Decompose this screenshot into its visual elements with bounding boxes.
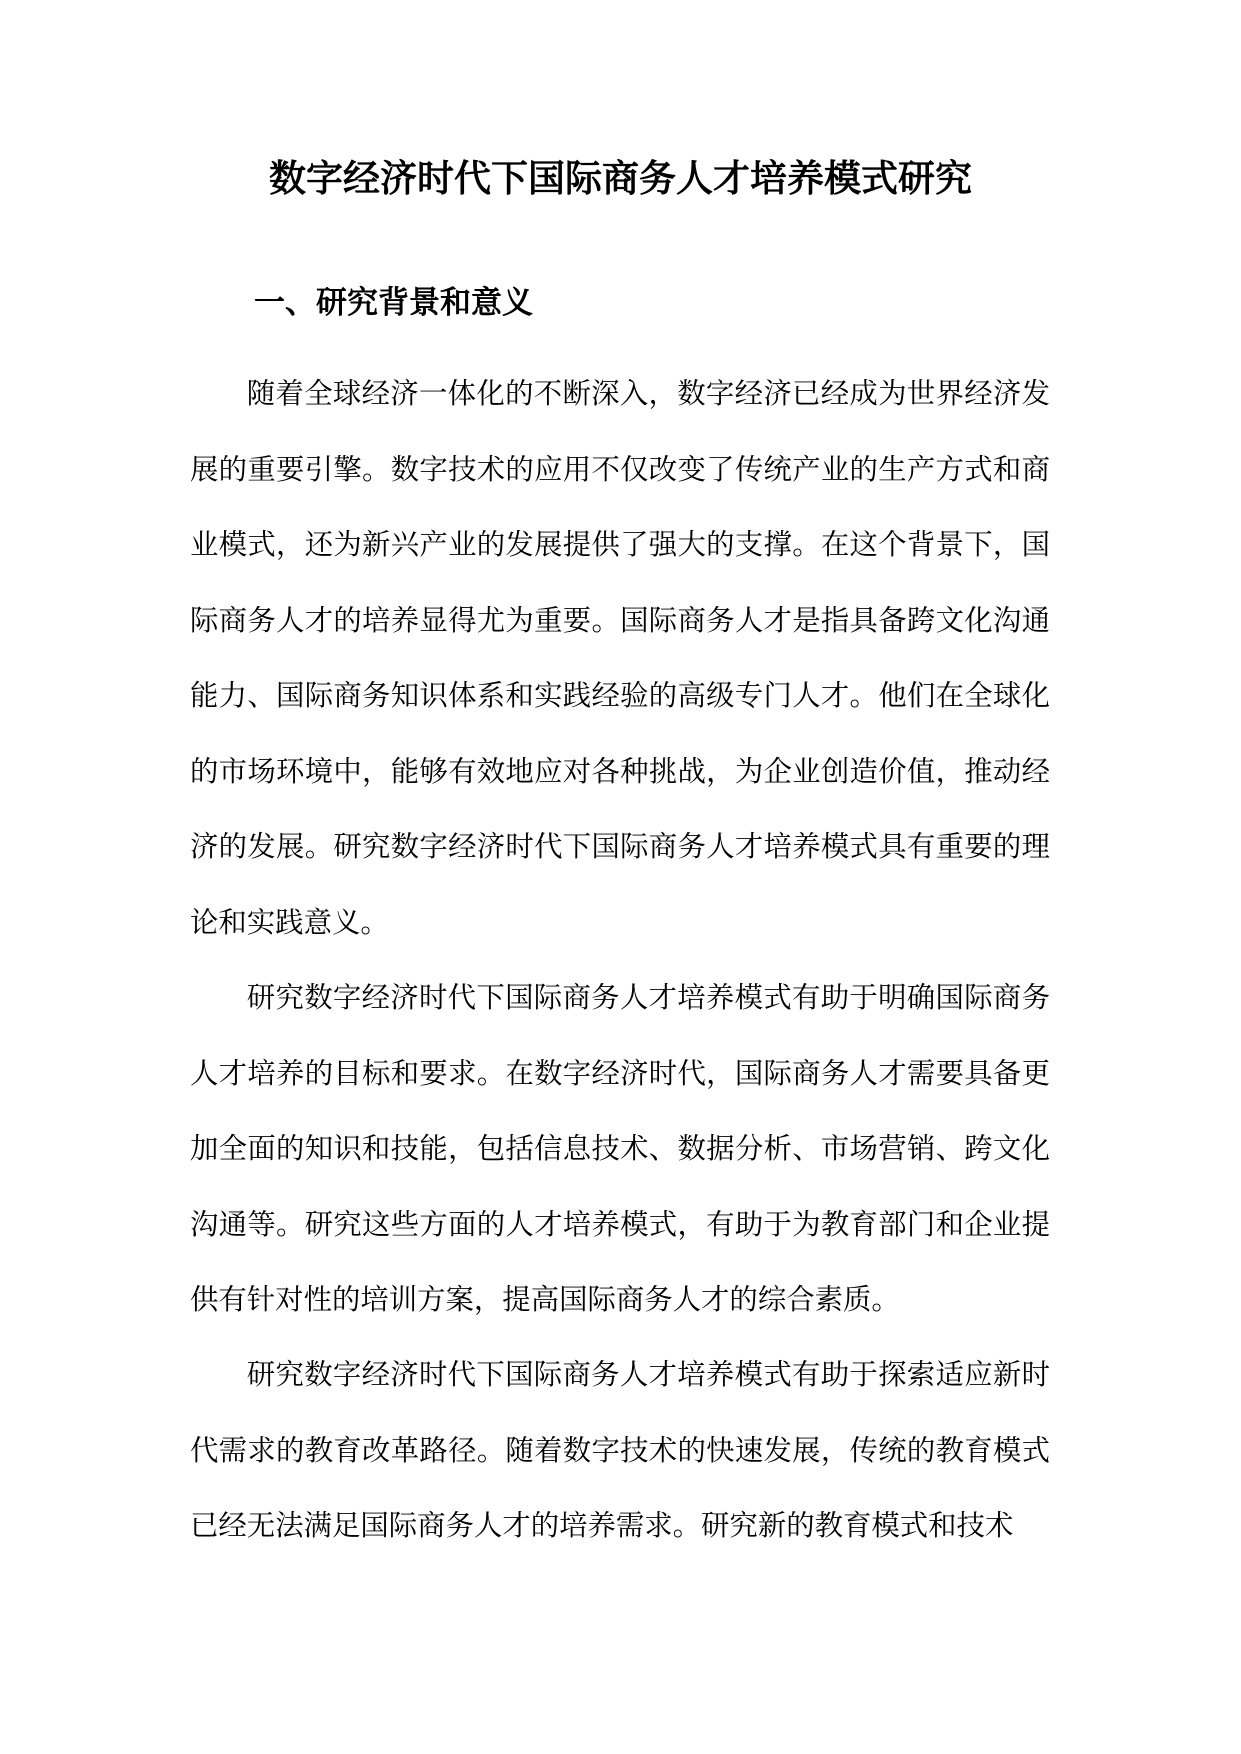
body-paragraph-2: 研究数字经济时代下国际商务人才培养模式有助于明确国际商务人才培养的目标和要求。在数字经济时代，国际商务人才需要具备更加全面的知识和技能，包括信息技术、数据分析、市场营销、跨文化沟通等。研究这些方面的人才培养模式，有助于为教育部门和企业提供有针对性的培训方案，提高国际商务人才的综合素质。 xyxy=(190,981,1050,1316)
section-heading: 一、研究背景和意义 xyxy=(254,285,533,321)
body-paragraph-3: 研究数字经济时代下国际商务人才培养模式有助于探索适应新时代需求的教育改革路径。随着数字技术的快速发展，传统的教育模式已经无法满足国际商务人才的培养需求。研究新的教育模式和技术 xyxy=(190,1358,1050,1542)
document-title: 数字经济时代下国际商务人才培养模式研究 xyxy=(269,156,972,200)
body-paragraph-1: 随着全球经济一体化的不断深入，数字经济已经成为世界经济发展的重要引擎。数字技术的应用不仅改变了传统产业的生产方式和商业模式，还为新兴产业的发展提供了强大的支撑。在这个背景下，国际商务人才的培养显得尤为重要。国际商务人才是指具备跨文化沟通能力、国际商务知识体系和实践经验的高级专门人才。他们在全球化的市场环境中，能够有效地应对各种挑战，为企业创造价值，推动经济的发展。研究数字经济时代下国际商务人才培养模式具有重要的理论和实践意义。 xyxy=(190,377,1050,939)
